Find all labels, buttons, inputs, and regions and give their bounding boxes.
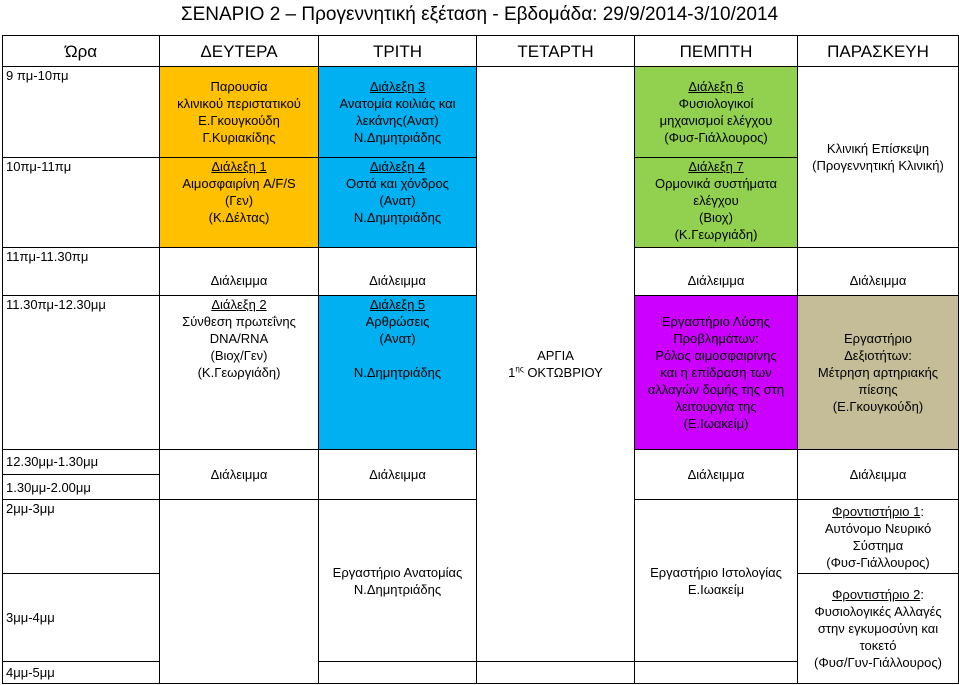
thu-break-2: Διάλειμμα	[635, 449, 798, 500]
thu-lecture-6: Διάλεξη 6 Φυσιολογικοί μηχανισμοί ελέγχου (Φυσ-Γιάλλουρος)	[635, 67, 798, 157]
mon-afternoon-empty	[160, 500, 319, 684]
mon-lecture-1: Διάλεξη 1 Αιμοσφαιρίνη A/F/S (Γεν) (Κ.Δέλτας)	[160, 157, 319, 247]
thu-late-empty	[635, 661, 798, 683]
time-slot: 12.30μμ-1.30μμ	[3, 449, 160, 474]
fri-break-2: Διάλειμμα	[798, 449, 959, 500]
time-slot: 3μμ-4μμ	[3, 574, 160, 661]
table-row	[3, 67, 959, 157]
time-slot: 11πμ-11.30πμ	[3, 247, 160, 295]
wed-late-empty	[477, 661, 635, 683]
mon-break-2: Διάλειμμα	[160, 449, 319, 500]
tue-lecture-3: Διάλεξη 3 Ανατομία κοιλιάς και λεκάνης(Ανατ) Ν.Δημητριάδης	[319, 67, 477, 157]
thu-problem-solving-lab: Εργαστήριο Λύσης Προβλημάτων: Ρόλος αιμοσφαιρίνης και η επίδραση των αλλαγών δομής της στη λειτουργία της (Ε.Ιωακείμ)	[635, 295, 798, 449]
mon-clinical-case: Παρουσία κλινικού περιστατικού Ε.Γκουγκούδη Γ.Κυριακίδης	[160, 67, 319, 157]
time-slot: 2μμ-3μμ	[3, 500, 160, 574]
fri-tutorial-2: Φροντιστήριο 2: Φυσιολογικές Αλλαγές στην εγκυμοσύνη και τοκετό (Φυσ/Γυν-Γιάλλουρος)	[798, 574, 959, 684]
page-title: ΣΕΝΑΡΙΟ 2 – Προγεννητική εξέταση - Εβδομάδα: 29/9/2014-3/10/2014	[180, 4, 779, 25]
time-slot: 1.30μμ-2.00μμ	[3, 475, 160, 500]
fri-tutorial-1: Φροντιστήριο 1: Αυτόνομο Νευρικό Σύστημα (Φυσ-Γιάλλουρος)	[798, 500, 959, 574]
thu-histology-lab: Εργαστήριο Ιστολογίας Ε.Ιωακείμ	[635, 500, 798, 661]
fri-break-1: Διάλειμμα	[798, 247, 959, 295]
fri-skills-lab: Εργαστήριο Δεξιοτήτων: Μέτρηση αρτηριακής πίεσης (Ε.Γκουγκούδη)	[798, 295, 959, 449]
tue-break-1: Διάλειμμα	[319, 247, 477, 295]
mon-lecture-2: Διάλεξη 2 Σύνθεση πρωτεΐνης DNA/RNA (Βιοχ/Γεν) (Κ.Γεωργιάδη)	[160, 295, 319, 449]
header-row	[3, 36, 959, 67]
mon-break-1: Διάλειμμα	[160, 247, 319, 295]
thu-break-1: Διάλειμμα	[635, 247, 798, 295]
tue-lecture-5: Διάλεξη 5 Αρθρώσεις (Ανατ) Ν.Δημητριάδης	[319, 295, 477, 449]
tue-break-2: Διάλειμμα	[319, 449, 477, 500]
time-slot: 4μμ-5μμ	[3, 661, 160, 683]
header-monday: ΔΕΥΤΕΡΑ	[160, 36, 319, 67]
tue-lecture-4: Διάλεξη 4 Οστά και χόνδρος (Ανατ) Ν.Δημητριάδης	[319, 157, 477, 247]
wed-holiday: ΑΡΓΙΑ $1^{\eta\varsigma}$ ΟΚΤΩΒΡΙΟΥ	[477, 67, 635, 661]
header-thursday: ΠΕΜΠΤΗ	[635, 36, 798, 67]
schedule-table	[2, 35, 959, 684]
thu-lecture-7: Διάλεξη 7 Ορμονικά συστήματα ελέγχου (Βιοχ) (Κ.Γεωργιάδη)	[635, 157, 798, 247]
tue-late-empty	[319, 661, 477, 683]
tue-anatomy-lab: Εργαστήριο Ανατομίας Ν.Δημητριάδης	[319, 500, 477, 661]
header-wednesday: ΤΕΤΑΡΤΗ	[477, 36, 635, 67]
header-time: Ώρα	[3, 36, 160, 67]
time-slot: 10πμ-11πμ	[3, 157, 160, 247]
time-slot: 11.30πμ-12.30μμ	[3, 295, 160, 449]
header-friday: ΠΑΡΑΣΚΕΥΗ	[798, 36, 959, 67]
time-slot: 9 πμ-10πμ	[3, 67, 160, 157]
header-tuesday: ΤΡΙΤΗ	[319, 36, 477, 67]
fri-clinical-visit: Κλινική Επίσκεψη (Προγεννητική Κλινική)	[798, 67, 959, 248]
